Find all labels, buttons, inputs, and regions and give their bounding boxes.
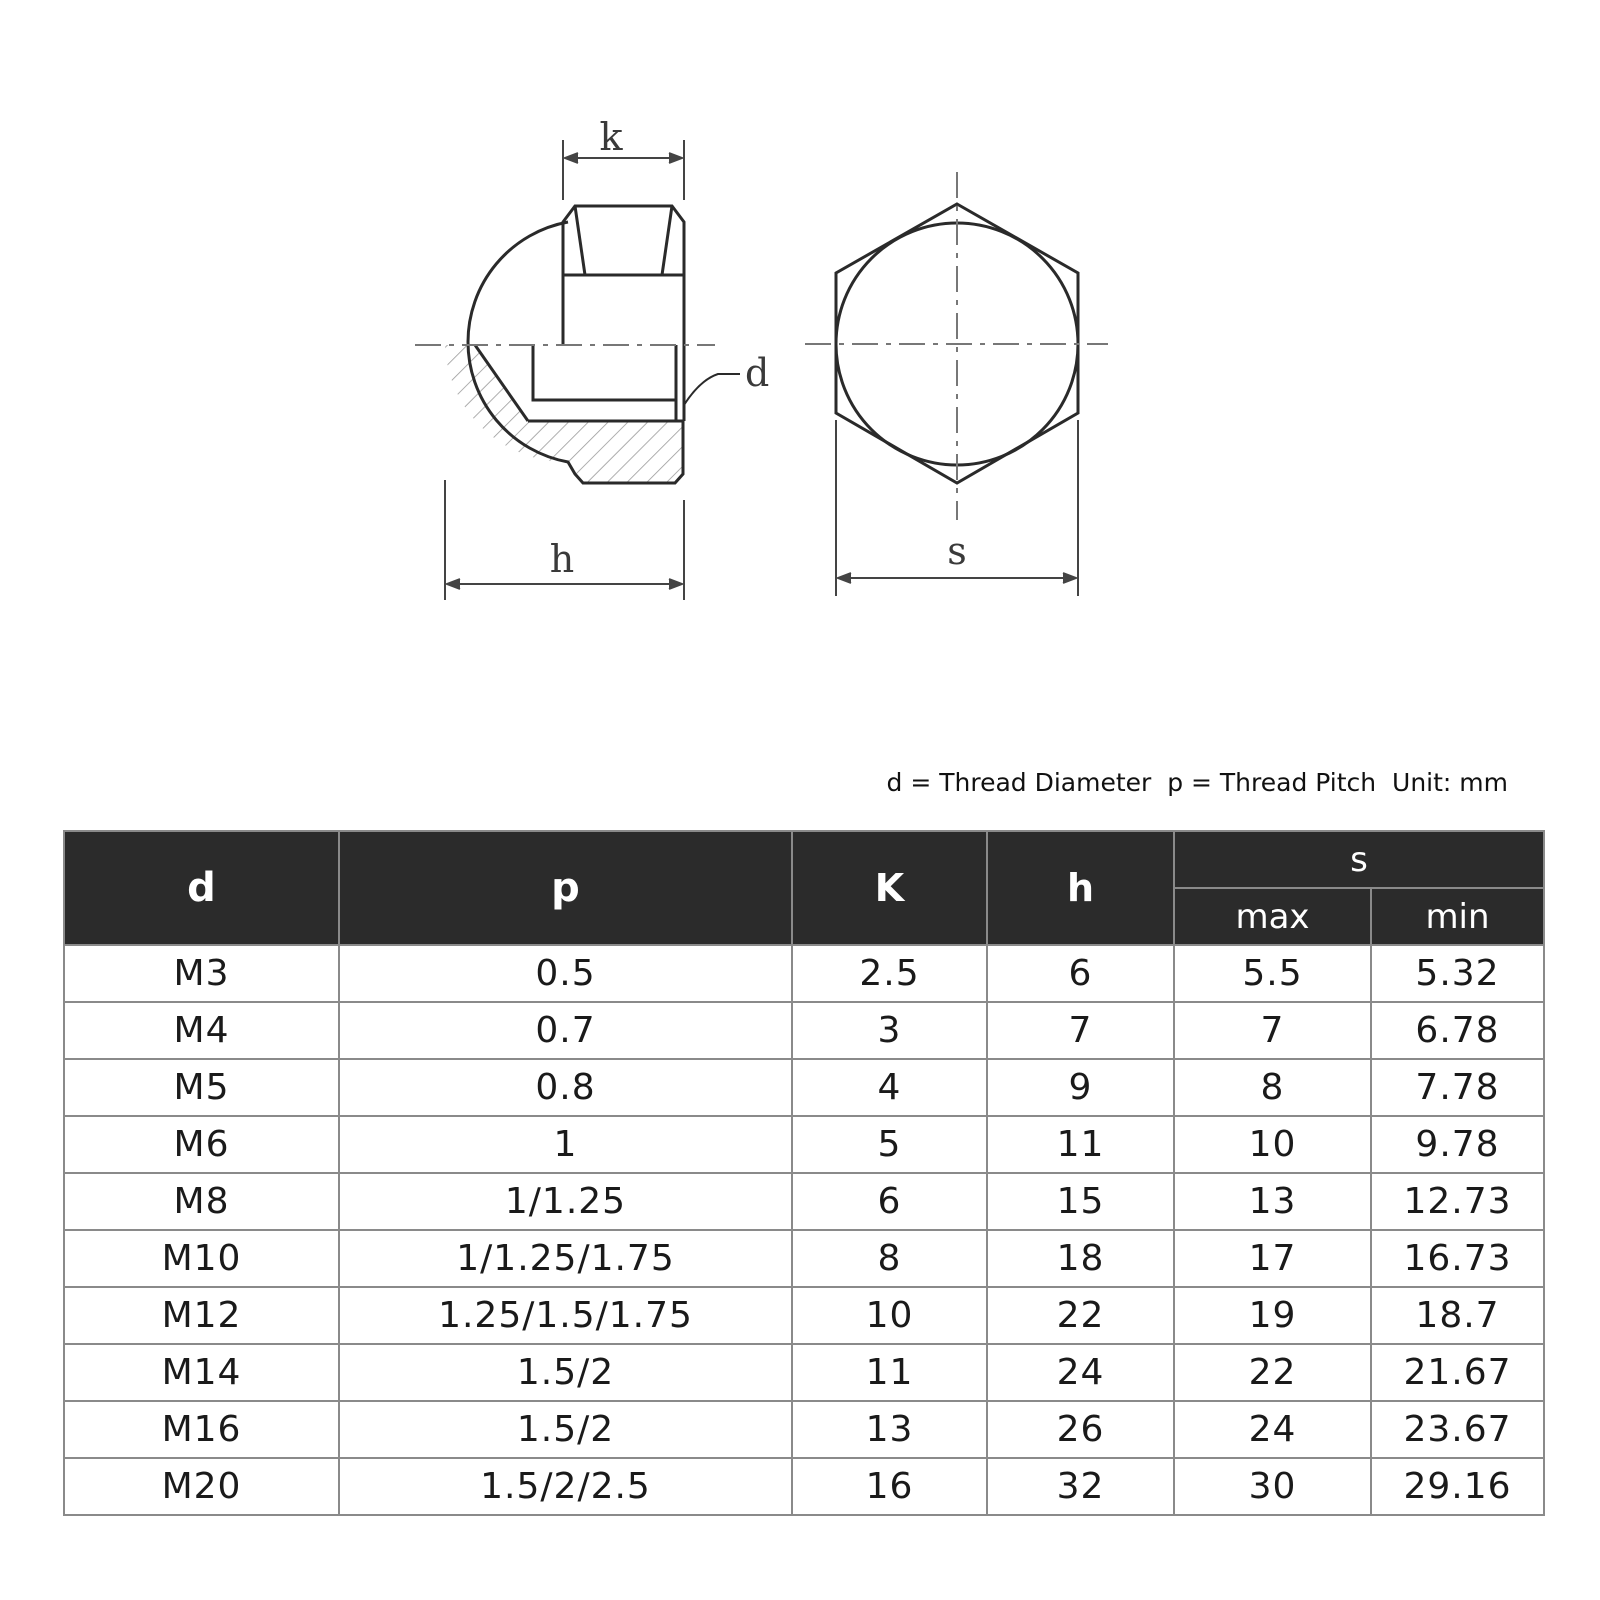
cell-p: 1.25/1.5/1.75	[339, 1287, 792, 1344]
header-h: h	[987, 831, 1174, 945]
cell-s-min: 16.73	[1371, 1230, 1544, 1287]
cell-k: 3	[792, 1002, 987, 1059]
cell-p: 1.5/2	[339, 1401, 792, 1458]
header-s: s	[1174, 831, 1544, 888]
cell-s-max: 17	[1174, 1230, 1371, 1287]
label-h: h	[549, 537, 575, 581]
cell-s-max: 8	[1174, 1059, 1371, 1116]
d-leader	[684, 374, 740, 405]
cell-d: M5	[64, 1059, 339, 1116]
table-row	[64, 1230, 1544, 1287]
cell-s-min: 6.78	[1371, 1002, 1544, 1059]
cell-h: 15	[987, 1173, 1174, 1230]
cell-s-min: 21.67	[1371, 1344, 1544, 1401]
cell-k: 4	[792, 1059, 987, 1116]
cell-h: 11	[987, 1116, 1174, 1173]
cell-k: 10	[792, 1287, 987, 1344]
table-row	[64, 1173, 1544, 1230]
cell-s-min: 29.16	[1371, 1458, 1544, 1515]
bore-outline	[533, 345, 676, 421]
cell-d: M10	[64, 1230, 339, 1287]
cell-s-min: 12.73	[1371, 1173, 1544, 1230]
cell-d: M14	[64, 1344, 339, 1401]
table-row	[64, 1002, 1544, 1059]
cell-k: 13	[792, 1401, 987, 1458]
cell-d: M12	[64, 1287, 339, 1344]
side-view	[415, 140, 740, 600]
label-d: d	[745, 351, 770, 395]
cell-p: 1.5/2/2.5	[339, 1458, 792, 1515]
cell-p: 1/1.25	[339, 1173, 792, 1230]
cell-h: 26	[987, 1401, 1174, 1458]
cell-s-max: 10	[1174, 1116, 1371, 1173]
header-p: p	[339, 831, 792, 945]
label-s: s	[947, 529, 967, 573]
table-row	[64, 945, 1544, 1002]
cell-d: M3	[64, 945, 339, 1002]
header-s-min: min	[1371, 888, 1544, 945]
label-k: k	[599, 115, 623, 159]
cell-p: 0.7	[339, 1002, 792, 1059]
cell-d: M8	[64, 1173, 339, 1230]
cell-s-min: 5.32	[1371, 945, 1544, 1002]
spec-table-body	[64, 945, 1544, 1515]
cell-p: 1/1.25/1.75	[339, 1230, 792, 1287]
cell-d: M16	[64, 1401, 339, 1458]
cell-h: 6	[987, 945, 1174, 1002]
header-k: K	[792, 831, 987, 945]
cell-k: 8	[792, 1230, 987, 1287]
table-row	[64, 1344, 1544, 1401]
cell-h: 9	[987, 1059, 1174, 1116]
cell-p: 1.5/2	[339, 1344, 792, 1401]
cell-s-min: 9.78	[1371, 1116, 1544, 1173]
table-row	[64, 1401, 1544, 1458]
cap-nut-drawing	[0, 0, 1600, 680]
cell-s-min: 18.7	[1371, 1287, 1544, 1344]
table-row	[64, 1287, 1544, 1344]
legend-note: d = Thread Diameter p = Thread Pitch Unit: mm	[886, 768, 1508, 797]
table-row	[64, 1116, 1544, 1173]
cell-p: 0.8	[339, 1059, 792, 1116]
cell-s-min: 7.78	[1371, 1059, 1544, 1116]
cell-s-max: 24	[1174, 1401, 1371, 1458]
cell-d: M20	[64, 1458, 339, 1515]
cell-h: 32	[987, 1458, 1174, 1515]
table-row	[64, 1458, 1544, 1515]
cell-s-max: 5.5	[1174, 945, 1371, 1002]
header-s-max: max	[1174, 888, 1371, 945]
cell-s-max: 13	[1174, 1173, 1371, 1230]
cell-h: 18	[987, 1230, 1174, 1287]
cell-h: 7	[987, 1002, 1174, 1059]
cell-k: 2.5	[792, 945, 987, 1002]
cell-s-max: 22	[1174, 1344, 1371, 1401]
cell-s-max: 30	[1174, 1458, 1371, 1515]
cell-h: 22	[987, 1287, 1174, 1344]
header-d: d	[64, 831, 339, 945]
cell-p: 0.5	[339, 945, 792, 1002]
spec-table	[63, 830, 1545, 1516]
table-row	[64, 1059, 1544, 1116]
cell-h: 24	[987, 1344, 1174, 1401]
cell-s-max: 7	[1174, 1002, 1371, 1059]
cell-k: 6	[792, 1173, 987, 1230]
cell-p: 1	[339, 1116, 792, 1173]
cell-k: 16	[792, 1458, 987, 1515]
cell-k: 11	[792, 1344, 987, 1401]
cell-s-max: 19	[1174, 1287, 1371, 1344]
cell-s-min: 23.67	[1371, 1401, 1544, 1458]
cell-d: M4	[64, 1002, 339, 1059]
cell-k: 5	[792, 1116, 987, 1173]
cell-d: M6	[64, 1116, 339, 1173]
